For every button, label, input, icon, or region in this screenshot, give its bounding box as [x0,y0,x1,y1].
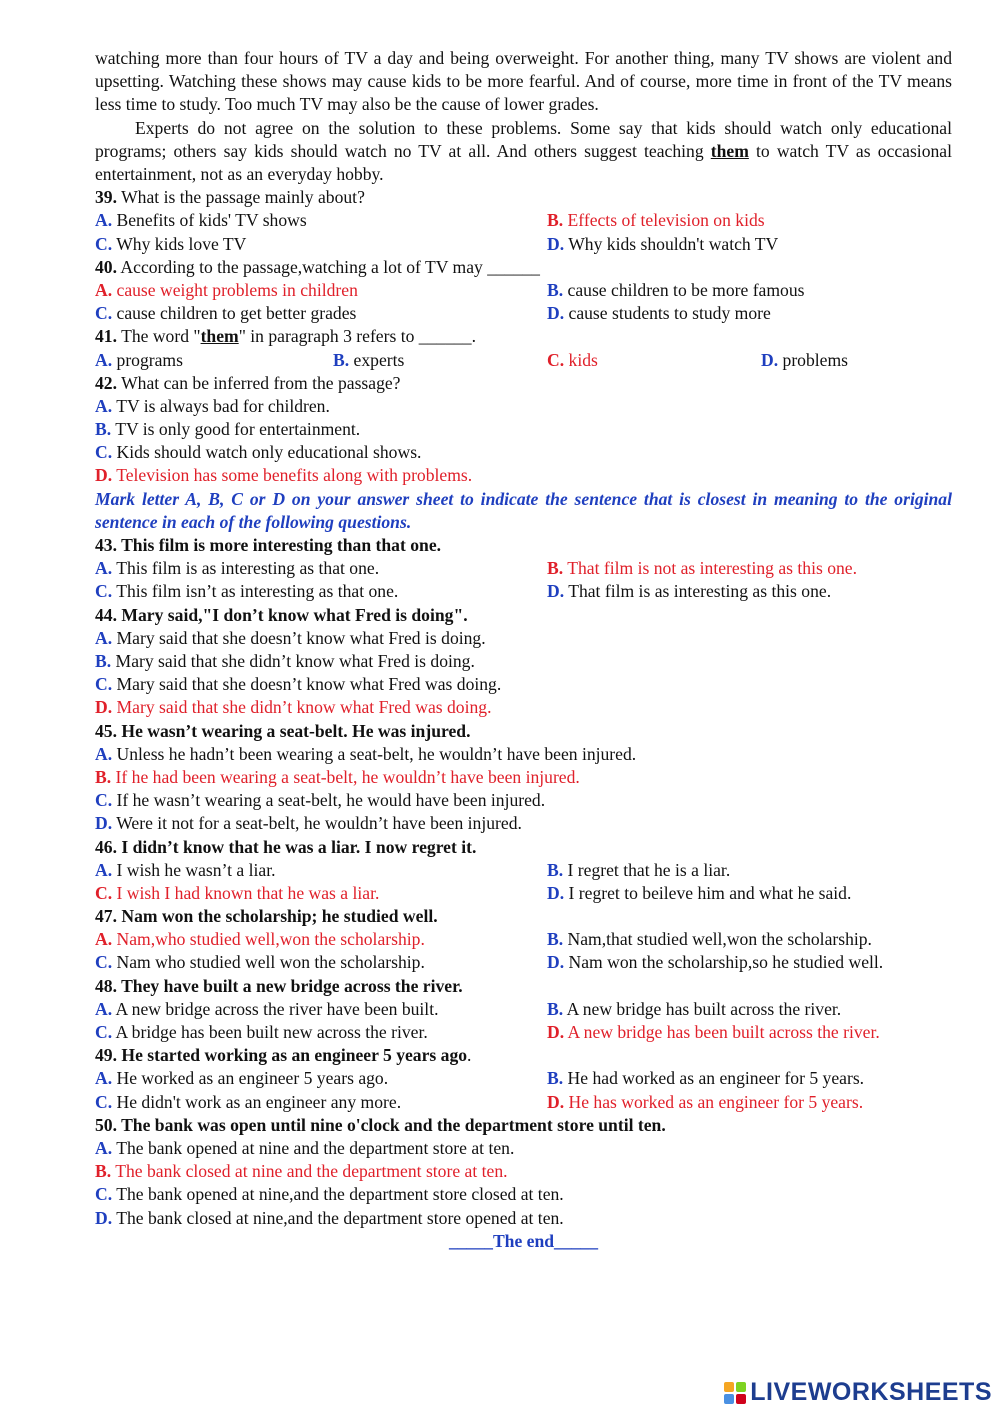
option-c[interactable] [95,581,398,601]
option-letter: D. [547,952,565,973]
option-text: TV is only good for entertainment. [115,419,361,440]
option-letter: A. [95,929,113,950]
question-text: What is the passage mainly about? [117,187,365,208]
option-letter: B. [547,279,564,300]
option-text: Why kids shouldn't watch TV [568,233,779,254]
question-43-options-row-1 [95,557,952,580]
question-49-options-row-2 [95,1091,952,1114]
question-text: The word " [117,326,201,347]
option-text: Mary said that she doesn’t know what Fred was doing. [116,674,502,695]
question-46-options-row-1 [95,859,952,882]
option-text: He didn't work as an engineer any more. [116,1091,402,1112]
option-letter: D. [761,349,779,370]
question-40-options-row-2 [95,302,952,325]
question-48-options-row-2 [95,1021,952,1044]
option-text: A new bridge across the river have been built. [115,998,439,1019]
question-number: 41. [95,326,117,347]
option-b[interactable] [547,998,841,1021]
option-text: Why kids love TV [116,233,247,254]
option-text: He has worked as an engineer for 5 years. [568,1091,864,1112]
option-text: This film isn’t as interesting as that one. [116,581,399,602]
option-c[interactable] [95,441,952,464]
option-text: That film is not as interesting as this one. [567,558,857,579]
option-text: cause students to study more [568,303,771,324]
option-text: Mary said that she didn’t know what Fred was doing. [116,697,492,718]
underlined-word: them [200,326,239,347]
option-text: The bank closed at nine and the department store at ten. [115,1161,508,1182]
section-instruction: Mark letter A, B, C or D on your answer sheet to indicate the sentence that is closest in meaning to the original sentence in each of the following questions. [95,488,952,532]
option-a[interactable] [95,210,307,230]
option-letter: D. [547,233,565,254]
option-c[interactable] [95,303,356,323]
option-text: A new bridge has built across the river. [566,998,842,1019]
option-a[interactable] [95,280,358,300]
option-letter: D. [95,813,113,834]
option-letter: C. [95,952,113,973]
option-text: Mary said that she didn’t know what Fred is doing. [115,651,475,671]
option-c[interactable] [95,789,952,812]
liveworksheets-logo[interactable] [724,1378,992,1407]
option-text: Mary said that she doesn’t know what Fred is doing. [116,627,486,648]
option-letter: C. [95,674,113,695]
option-c[interactable] [95,883,379,903]
question-39-options-row-2 [95,233,952,256]
option-a[interactable] [95,349,183,372]
option-d[interactable] [547,951,883,974]
option-letter: C. [95,1091,113,1112]
question-47-stem: 47. Nam won the scholarship; he studied well. [95,906,438,927]
option-letter: B. [547,859,564,880]
option-c[interactable] [95,234,246,254]
option-letter: C. [95,303,113,324]
option-text: The bank closed at nine,and the department store opened at ten. [116,1207,564,1228]
option-text: He worked as an engineer 5 years ago. [116,1068,389,1089]
option-d[interactable] [761,349,848,372]
logo-text: LIVEWORKSHEETS [750,1378,992,1406]
option-a[interactable] [95,395,952,418]
option-text: Effects of television on kids [567,210,765,231]
option-letter: D. [95,697,113,718]
option-d[interactable] [95,696,952,719]
option-d[interactable] [547,1091,863,1114]
option-text: Nam who studied well won the scholarship. [116,952,425,973]
option-letter: D. [547,581,565,602]
option-b[interactable] [547,209,765,232]
option-c[interactable] [95,1022,428,1042]
option-letter: B. [547,558,564,579]
option-a[interactable] [95,627,952,650]
option-text: Unless he hadn’t been wearing a seat-belt, he wouldn’t have been injured. [116,743,637,764]
passage-paragraph-3 [95,117,952,187]
option-letter: C. [95,233,113,254]
option-letter: A. [95,349,113,370]
option-text: Television has some benefits along with problems. [116,465,473,486]
question-39-stem [95,186,952,209]
the-end-marker: _____The end_____ [448,1230,599,1251]
option-letter: D. [547,1022,565,1042]
option-letter: D. [95,465,113,486]
question-39-options-row-1 [95,209,952,232]
option-b[interactable] [95,766,952,789]
option-d[interactable] [95,812,952,835]
option-text: I wish he wasn’t a liar. [116,859,276,880]
option-letter: D. [547,882,565,903]
option-text: Nam won the scholarship,so he studied well. [568,952,884,973]
option-letter: B. [95,651,112,671]
question-text: . [467,1045,472,1066]
option-text: This film is as interesting as that one. [116,558,380,579]
question-number: 40. [95,256,117,277]
option-text: Nam,who studied well,won the scholarship. [116,929,425,950]
worksheet-page [95,47,952,1253]
question-text: What can be inferred from the passage? [117,372,401,393]
option-letter: B. [547,1068,564,1089]
option-text: The bank opened at nine and the department store at ten. [116,1137,515,1158]
option-b[interactable] [547,1067,864,1090]
option-text: programs [116,349,183,370]
option-letter: C. [95,581,113,602]
question-40-stem [95,256,952,279]
option-b[interactable] [333,349,404,372]
option-d[interactable] [547,302,771,325]
option-letter: A. [95,627,113,648]
option-text: Benefits of kids' TV shows [116,210,307,231]
question-number: 42. [95,372,117,393]
option-text: I wish I had known that he was a liar. [116,882,380,903]
question-43-stem: 43. This film is more interesting than that one. [95,535,442,556]
option-c[interactable] [547,349,598,372]
option-text: cause weight problems in children [116,279,358,300]
option-text: If he had been wearing a seat-belt, he wouldn’t have been injured. [115,766,580,787]
option-letter: A. [95,1068,113,1089]
option-letter: D. [547,303,565,324]
option-letter: C. [95,1184,113,1205]
option-letter: C. [95,442,113,463]
option-text: TV is always bad for children. [116,395,330,416]
option-a[interactable] [95,743,952,766]
option-letter: D. [547,1091,565,1112]
option-text: He had worked as an engineer for 5 years. [567,1068,865,1089]
question-48-options-row-1 [95,998,952,1021]
option-a[interactable] [95,929,425,949]
option-d[interactable] [547,233,778,256]
option-letter: A. [95,1137,113,1158]
option-text: A new bridge has been built across the river. [567,1022,880,1042]
question-41-stem [95,325,952,348]
option-a[interactable] [95,999,438,1019]
option-text: Were it not for a seat-belt, he wouldn’t have been injured. [116,813,522,834]
option-c[interactable] [95,1183,952,1206]
option-text: If he wasn’t wearing a seat-belt, he would have been injured. [116,790,546,811]
passage-paragraph-2 [95,47,952,117]
option-text: Kids should watch only educational shows. [116,442,422,463]
option-d[interactable] [547,882,851,905]
passage-text: watching more than four hours of TV a day and being overweight. For another thing, many TV shows are violent and upsetting. Watching these shows may cause kids to be more fearful. And of course, more time in front of the TV means less time to study. Too much TV may also be the cause of lower grades. [95,48,952,115]
option-letter: A. [95,395,113,416]
option-letter: B. [547,998,564,1019]
option-letter: B. [333,349,350,370]
underlined-word: them [710,140,749,161]
option-a[interactable] [95,860,275,880]
question-47-options-row-1 [95,928,952,951]
option-text: That film is as interesting as this one. [568,581,832,602]
option-text: I regret that he is a liar. [567,859,731,880]
option-text: Nam,that studied well,won the scholarship. [567,929,872,950]
option-letter: B. [547,210,564,231]
option-letter: A. [95,743,113,764]
option-text: A bridge has been built new across the river. [115,1022,428,1042]
option-letter: A. [95,998,113,1019]
question-number: 39. [95,187,117,208]
question-46-options-row-2 [95,882,952,905]
question-49-options-row-1 [95,1067,952,1090]
option-b[interactable] [547,279,805,302]
question-47-options-row-2 [95,951,952,974]
option-letter: A. [95,859,113,880]
option-b[interactable] [95,418,952,441]
question-46-stem: 46. I didn’t know that he was a liar. I now regret it. [95,836,477,857]
option-b[interactable] [547,557,857,580]
option-letter: A. [95,210,113,231]
option-c[interactable] [95,1092,401,1112]
question-41-options-row [95,349,952,372]
option-b[interactable] [547,859,730,882]
option-letter: C. [95,882,113,903]
question-40-options-row-1 [95,279,952,302]
option-text: I regret to beileve him and what he said. [568,882,852,903]
question-50-stem: 50. The bank was open until nine o'clock and the department store until ten. [95,1114,666,1135]
question-42-stem [95,372,952,395]
option-c[interactable] [95,673,952,696]
passage-text: Experts do not agree on the solution to these problems. Some say that kids should watch only educational programs; others say kids should watch no TV at all. And others suggest teaching [95,117,952,161]
option-text: problems [782,349,848,370]
question-43-options-row-2 [95,580,952,603]
option-letter: A. [95,558,113,579]
option-b[interactable] [95,650,952,673]
option-text: experts [353,349,405,370]
option-b[interactable] [95,1160,952,1183]
passage-text: to watch TV as occasional entertainment, not as an everyday hobby. [95,140,952,185]
option-d[interactable] [547,580,831,603]
question-44-stem: 44. Mary said,"I don’t know what Fred is doing". [95,604,468,625]
option-text: The bank opened at nine,and the department store closed at ten. [116,1184,564,1205]
option-text: cause children to be more famous [567,279,805,300]
option-a[interactable] [95,1068,388,1088]
option-letter: A. [95,279,113,300]
question-text: " in paragraph 3 refers to ______. [238,326,476,347]
option-a[interactable] [95,1137,952,1160]
option-letter: C. [95,790,113,811]
option-text: kids [568,349,598,370]
option-letter: C. [547,349,565,370]
liveworksheets-logo-icon [724,1382,746,1404]
option-b[interactable] [547,928,872,951]
option-text: cause children to get better grades [116,303,357,324]
question-45-stem: 45. He wasn’t wearing a seat-belt. He was injured. [95,720,471,741]
option-d[interactable] [95,464,952,487]
option-letter: B. [95,766,112,787]
option-d[interactable] [95,1207,952,1230]
option-letter: B. [547,929,564,950]
option-letter: C. [95,1022,113,1042]
question-text: 49. He started working as an engineer 5 years ago [95,1045,468,1066]
option-letter: B. [95,419,112,440]
question-text: According to the passage,watching a lot of TV may ______ [117,256,540,277]
option-c[interactable] [95,952,425,972]
option-a[interactable] [95,558,379,578]
option-letter: B. [95,1161,112,1182]
question-49-stem [95,1044,952,1067]
question-48-stem: 48. They have built a new bridge across the river. [95,975,463,996]
option-d[interactable] [547,1021,880,1044]
option-letter: D. [95,1207,113,1228]
